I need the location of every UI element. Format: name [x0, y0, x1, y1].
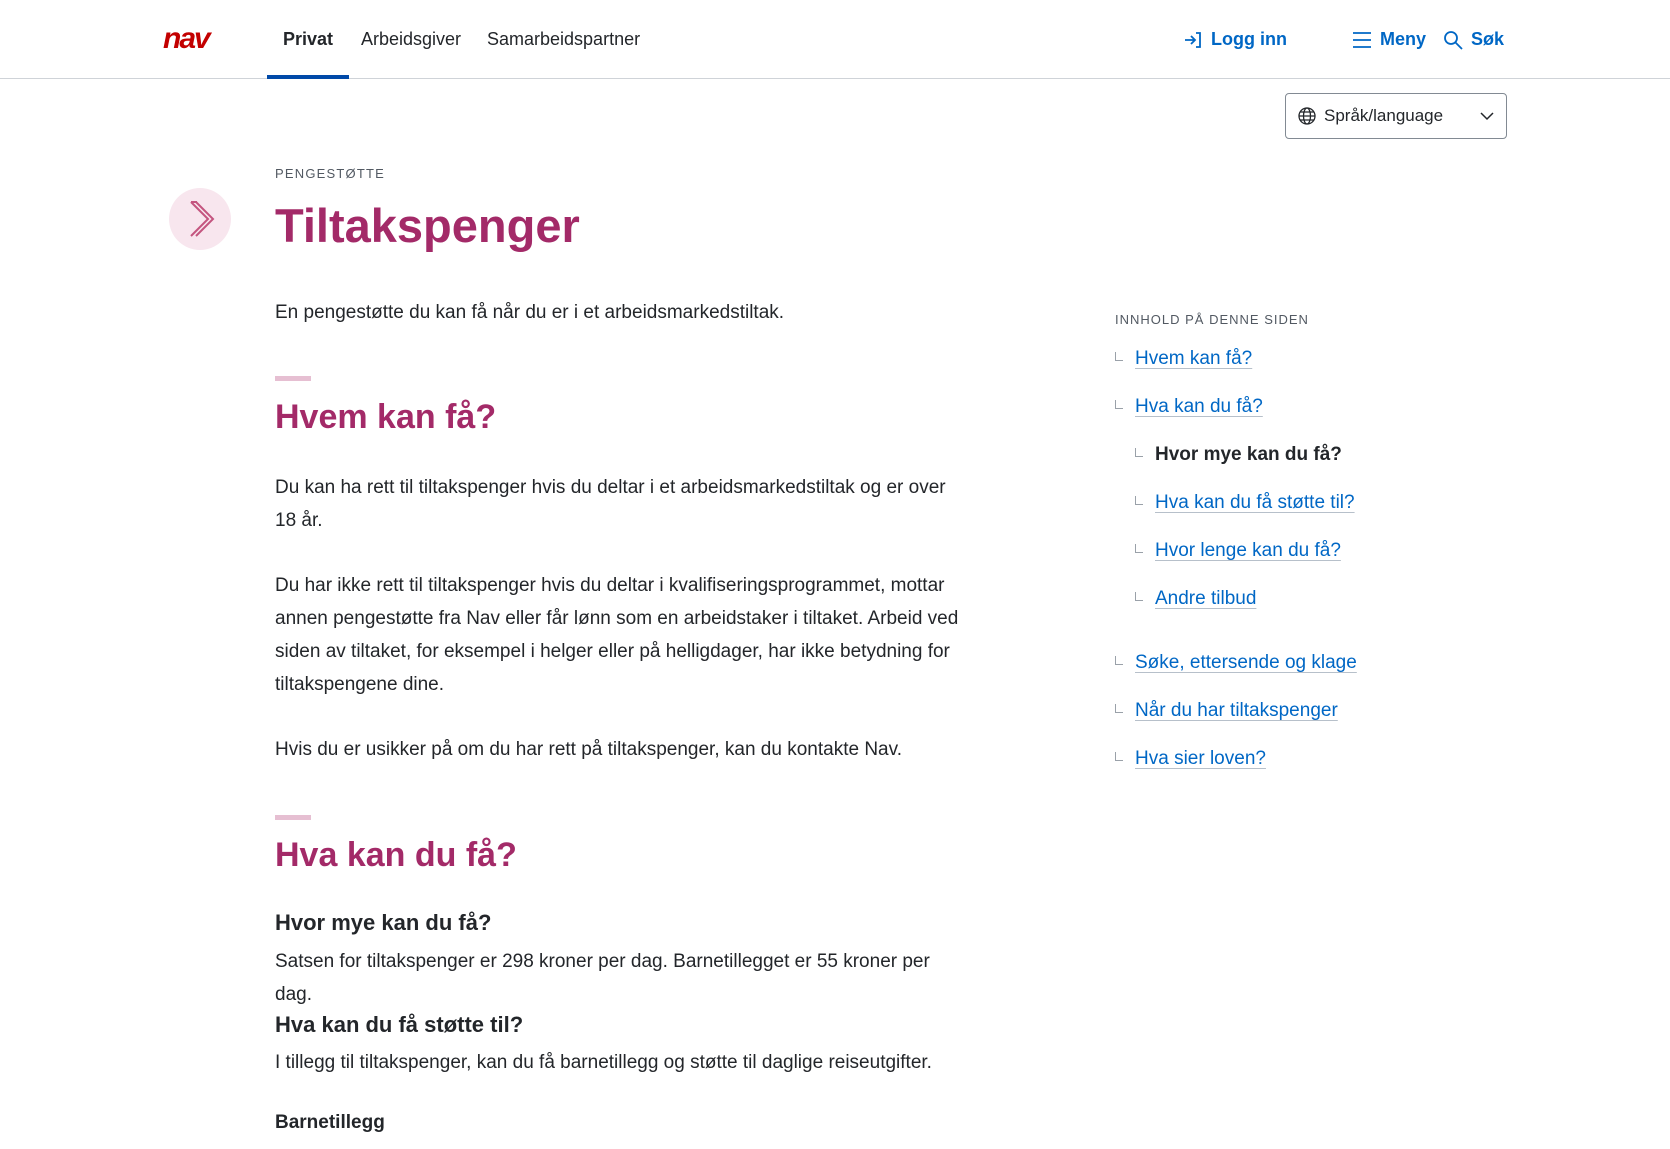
- menu-label: Meny: [1380, 29, 1427, 49]
- toc-link[interactable]: Hvem kan få?: [1135, 348, 1253, 369]
- paragraph: Du har ikke rett til tiltakspenger hvis du deltar i kvalifiseringsprogrammet, mottar annen pengestøtte fra Nav eller får lønn som en arbeidstaker i tiltaket. Arbeid ved siden av tiltaket, for eksempel i helger eller på helligdager, har ikke betydning for tiltakspengene dine.: [275, 575, 959, 695]
- toc-label: INNHOLD PÅ DENNE SIDEN: [1115, 312, 1309, 327]
- subheading-small: Barnetillegg: [275, 1112, 385, 1133]
- login-button[interactable]: [1183, 0, 1287, 79]
- heading-accent: [275, 376, 311, 381]
- toc-link[interactable]: Andre tilbud: [1155, 588, 1257, 609]
- toc-item[interactable]: [1135, 540, 1341, 562]
- toc-link[interactable]: Hva sier loven?: [1135, 748, 1266, 769]
- toc-item[interactable]: [1115, 748, 1266, 770]
- chevron-down-icon: [1480, 112, 1494, 121]
- subheading: Hvor mye kan du få?: [275, 910, 492, 935]
- search-icon: [1443, 30, 1463, 50]
- toc-item[interactable]: [1135, 492, 1355, 514]
- toc-item[interactable]: [1135, 588, 1256, 610]
- toc-current[interactable]: Hvor mye kan du få?: [1155, 444, 1342, 465]
- toc-item[interactable]: [1115, 396, 1263, 418]
- subheading: Hva kan du få støtte til?: [275, 1012, 524, 1037]
- nav-logo[interactable]: [163, 24, 227, 54]
- search-label: Søk: [1471, 29, 1505, 49]
- site-header: [0, 0, 1670, 79]
- toc-item-current[interactable]: [1135, 444, 1342, 466]
- language-select[interactable]: [1285, 93, 1507, 139]
- menu-button[interactable]: [1352, 0, 1426, 79]
- login-icon: [1183, 30, 1203, 50]
- category-label: PENGESTØTTE: [275, 166, 385, 181]
- heading-accent: [275, 815, 311, 820]
- paragraph: Du kan ha rett til tiltakspenger hvis du deltar i et arbeidsmarkedstiltak og er over 18 år.: [275, 477, 946, 531]
- section-heading-hvem: Hvem kan få?: [275, 398, 497, 436]
- chevron-right-icon: [185, 199, 215, 239]
- toc-link[interactable]: Når du har tiltakspenger: [1135, 700, 1338, 721]
- toc-link[interactable]: Hva kan du få støtte til?: [1155, 492, 1355, 513]
- toc-item[interactable]: [1115, 700, 1338, 722]
- svg-text:nav: nav: [163, 24, 209, 54]
- hamburger-icon: [1352, 31, 1372, 49]
- toc-link[interactable]: Hvor lenge kan du få?: [1155, 540, 1341, 561]
- toc-item[interactable]: [1115, 652, 1357, 674]
- toc-link[interactable]: Hva kan du få?: [1135, 396, 1263, 417]
- page-icon: [169, 188, 231, 250]
- section-heading-hva: Hva kan du få?: [275, 836, 517, 874]
- toc-item[interactable]: [1115, 348, 1252, 370]
- paragraph: Hvis du er usikker på om du har rett på tiltakspenger, kan du kontakte Nav.: [275, 739, 902, 760]
- globe-icon: [1298, 107, 1316, 125]
- login-label: Logg inn: [1211, 29, 1287, 49]
- language-label: Språk/language: [1324, 106, 1444, 125]
- tab-arbeidsgiver[interactable]: Arbeidsgiver: [361, 29, 462, 49]
- tab-privat[interactable]: Privat: [283, 0, 333, 79]
- page-title: Tiltakspenger: [275, 199, 580, 252]
- tab-samarbeidspartner[interactable]: Samarbeidspartner: [487, 29, 641, 49]
- paragraph: Satsen for tiltakspenger er 298 kroner per dag. Barnetillegget er 55 kroner per dag.: [275, 951, 930, 1005]
- paragraph: I tillegg til tiltakspenger, kan du få barnetillegg og støtte til daglige reiseutgifter.: [275, 1052, 932, 1073]
- search-button[interactable]: [1443, 0, 1504, 79]
- intro-text: En pengestøtte du kan få når du er i et arbeidsmarkedstiltak.: [275, 302, 785, 323]
- toc-link[interactable]: Søke, ettersende og klage: [1135, 652, 1357, 673]
